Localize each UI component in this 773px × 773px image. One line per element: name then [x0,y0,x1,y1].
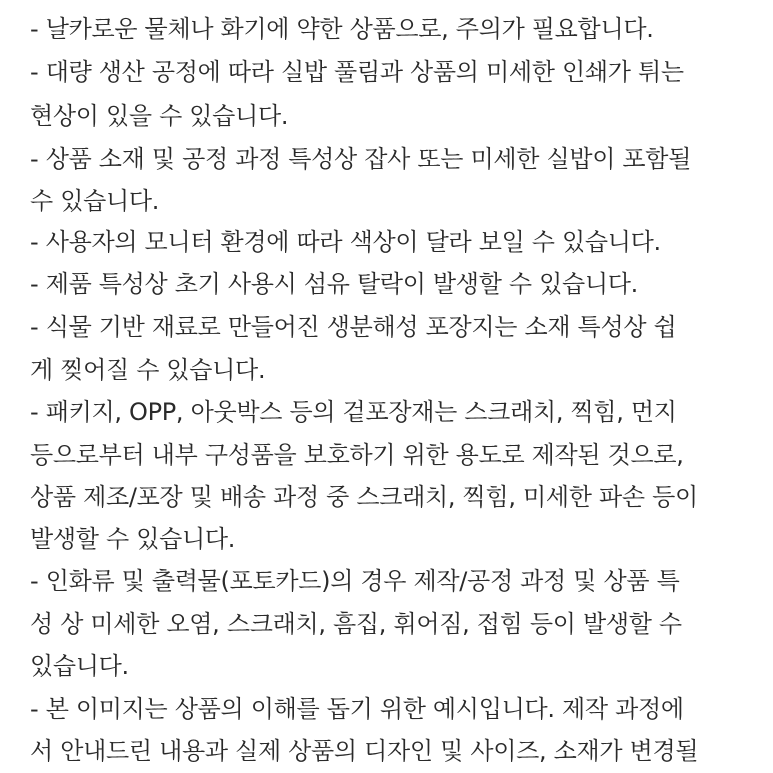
notice-line: - 본 이미지는 상품의 이해를 돕기 위한 예시입니다. 제작 과정에 [30,695,684,723]
notice-line: - 인화류 및 출력물(포토카드)의 경우 제작/공정 과정 및 상품 특 [30,567,680,595]
notice-line: 발생할 수 있습니다. [30,525,236,553]
notice-line: 서 안내드린 내용과 실제 상품의 디자인 및 사이즈, 소재가 변경될 [30,737,699,765]
notice-line: - 식물 기반 재료로 만들어진 생분해성 포장지는 소재 특성상 쉽 [30,313,677,341]
notice-line: 성 상 미세한 오염, 스크래치, 흠집, 휘어짐, 접힘 등이 발생할 수 [30,610,682,638]
notice-line: 현상이 있을 수 있습니다. [30,102,289,130]
notice-line: 등으로부터 내부 구성품을 보호하기 위한 용도로 제작된 것으로, [30,441,684,469]
notice-line: 게 찢어질 수 있습니다. [30,356,266,384]
notice-line: - 날카로운 물체나 화기에 약한 상품으로, 주의가 필요합니다. [30,15,654,43]
notice-line: 상품 제조/포장 및 배송 과정 중 스크래치, 찍힘, 미세한 파손 등이 [30,483,698,511]
notice-line: - 상품 소재 및 공정 과정 특성상 잡사 또는 미세한 실밥이 포함될 [30,145,692,173]
notice-line: - 제품 특성상 초기 사용시 섬유 탈락이 발생할 수 있습니다. [30,270,638,298]
notice-line: 수 있습니다. [30,187,160,215]
notice-line: 있습니다. [30,652,129,680]
notice-line: - 대량 생산 공정에 따라 실밥 풀림과 상품의 미세한 인쇄가 튀는 [30,58,684,86]
notice-line: - 사용자의 모니터 환경에 따라 색상이 달라 보일 수 있습니다. [30,228,661,256]
notice-line: - 패키지, OPP, 아웃박스 등의 겉포장재는 스크래치, 찍힘, 먼지 [30,398,677,426]
